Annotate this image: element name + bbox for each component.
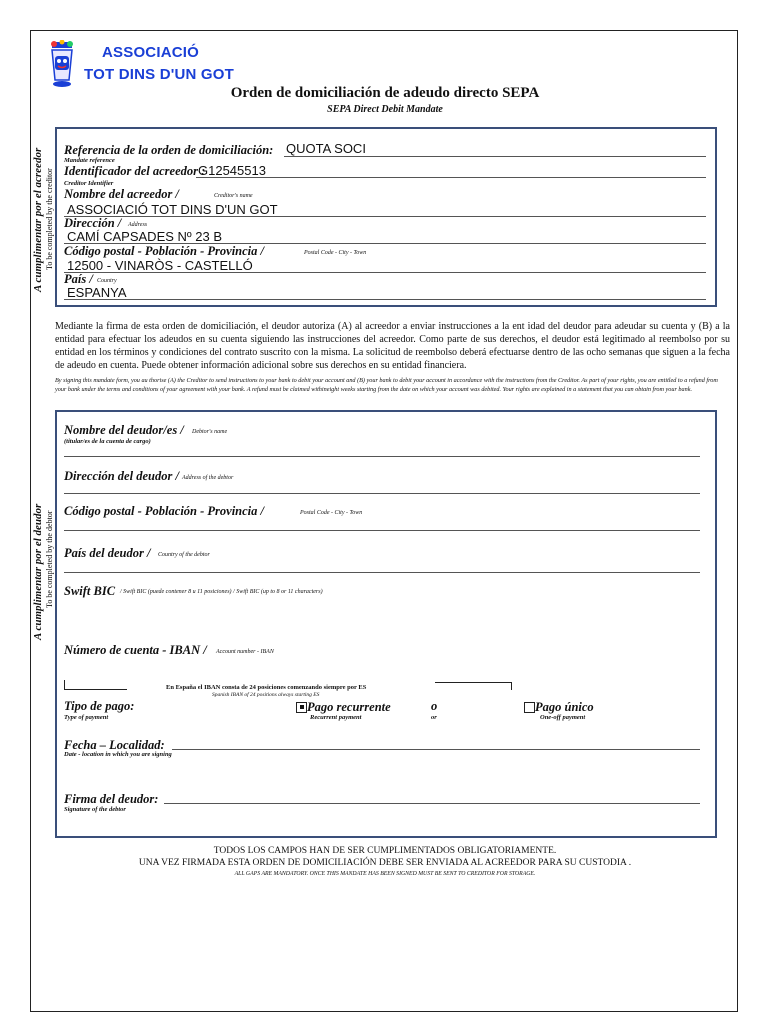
iban-field[interactable] xyxy=(64,680,127,690)
creditor-country-en: Country xyxy=(97,278,117,284)
creditor-postal-label: Código postal - Población - Provincia / xyxy=(64,244,264,258)
creditor-name-value[interactable]: ASSOCIACIÓ TOT DINS D'UN GOT xyxy=(67,202,278,217)
swift-bic-label: Swift BIC xyxy=(64,584,116,598)
or-en: or xyxy=(431,714,437,721)
creditor-name-en: Creditor's name xyxy=(214,193,253,199)
debtor-country-label: País del deudor / xyxy=(64,546,151,560)
payment-type-en: Type of payment xyxy=(64,714,109,721)
creditor-side-label: A cumplimentar por el acreedor xyxy=(32,147,44,292)
signature-en: Signature of the debtor xyxy=(64,806,126,813)
debtor-country-field[interactable] xyxy=(64,572,700,573)
recurrent-checkbox[interactable] xyxy=(296,702,307,713)
debtor-name-field[interactable] xyxy=(64,456,700,457)
creditor-country-value[interactable]: ESPANYA xyxy=(67,285,127,300)
debtor-postal-field[interactable] xyxy=(64,530,700,531)
or-text: o xyxy=(431,699,438,713)
debtor-side-label-en: To be completed by the debtor xyxy=(45,510,54,608)
footer-line2: UNA VEZ FIRMADA ESTA ORDEN DE DOMICILIACIÓN DEBE SER ENVIADA AL ACREEDOR PARA SU CUSTODIA . xyxy=(138,858,632,868)
legal-text-es: Mediante la firma de esta orden de domiciliación, el deudor autoriza (A) al acreedor a enviar instrucciones a la ent idad del deudor para adeudar su cuenta y (B) a la entidad para efectuar los adeudos en su cuenta siguiendo las instrucciones del acreedor. Como parte de sus derechos, el deudor está legitimado al reembolso por su entidad en los términos y condiciones del contrato suscrito con la misma. La solicitud de reembolso deberá efectuarse dentro de las ocho semanas que siguen a la fecha de adeudo en cuenta. Puede obtener información adicional sobre sus derechos en su entidad financiera. xyxy=(55,321,730,371)
creditor-country-label: País / xyxy=(64,272,93,286)
debtor-name-label: Nombre del deudor/es / xyxy=(64,423,184,437)
oneoff-label: Pago único xyxy=(535,700,594,714)
creditor-postal-value[interactable]: 12500 - VINARÒS - CASTELLÓ xyxy=(67,258,253,273)
debtor-name-en: Debtor's name xyxy=(192,429,228,435)
creditor-name-label: Nombre del acreedor / xyxy=(64,187,179,201)
debtor-postal-en: Postal Code - City - Town xyxy=(300,510,363,516)
debtor-country-en: Country of the debtor xyxy=(158,552,210,558)
debtor-postal-label: Código postal - Población - Provincia / xyxy=(64,504,264,518)
legal-text-en: By signing this mandate form, you au thorise (A) the Creditor to send instructions to your bank to debit your account and (B) your bank to debit your account in accordance with the instructions from the Creditor. As part of your rights, you are entitled to a refund from your bank under the terms and conditions of your agreement with your bank. A refund must be claimed withineight weeks starting from the date on which your account was debited. Your rights are explained in a statement that you can obtain from your bank. xyxy=(55,377,718,393)
creditor-side-label-en: To be completed by the creditor xyxy=(45,168,54,270)
signature-label: Firma del deudor: xyxy=(64,792,159,806)
signature-field[interactable] xyxy=(164,803,700,804)
debtor-side-label: A cumplimentar por el deudor xyxy=(32,503,44,640)
mandate-reference-value[interactable]: QUOTA SOCI xyxy=(286,141,366,156)
mandate-reference-label: Referencia de la orden de domiciliación: xyxy=(64,143,274,157)
iban-en: Account number - IBAN xyxy=(216,649,274,655)
page-title: Orden de domiciliación de adeudo directo SEPA xyxy=(230,85,540,101)
recurrent-label: Pago recurrente xyxy=(307,700,391,714)
creditor-id-value[interactable]: G12545513 xyxy=(198,163,266,178)
mandate-reference-en: Mandate reference xyxy=(64,157,115,164)
creditor-address-label: Dirección / xyxy=(64,216,122,230)
creditor-address-en: Address xyxy=(128,222,148,228)
debtor-address-en: Address of the debtor xyxy=(182,475,234,481)
oneoff-en: One-off payment xyxy=(540,714,586,721)
date-location-label: Fecha – Localidad: xyxy=(64,738,165,752)
date-location-en: Date - location in which you are signing xyxy=(64,751,172,758)
iban-label: Número de cuenta - IBAN / xyxy=(64,643,207,657)
creditor-id-label: Identificador del acreedor : xyxy=(64,164,206,178)
footer-line3: ALL GAPS ARE MANDATORY. ONCE THIS MANDATE HAS BEEN SIGNED MUST BE SENT TO CREDITOR FOR STORAGE. xyxy=(234,871,536,877)
debtor-address-field[interactable] xyxy=(64,493,700,494)
debtor-address-label: Dirección del deudor / xyxy=(64,469,179,483)
creditor-postal-en: Postal Code - City - Town xyxy=(304,250,367,256)
swift-bic-en: / Swift BIC (puede contener 8 u 11 posiciones) / Swift BIC (up to 8 or 11 characters) xyxy=(120,589,323,595)
footer-line1: TODOS LOS CAMPOS HAN DE SER CUMPLIMENTADOS OBLIGATORIAMENTE. xyxy=(213,846,557,856)
oneoff-checkbox[interactable] xyxy=(524,702,535,713)
payment-type-label: Tipo de pago: xyxy=(64,699,135,713)
creditor-id-en: Creditor Identifier xyxy=(64,180,114,187)
date-location-field[interactable] xyxy=(172,749,700,750)
iban-note-en: Spanish IBAN of 24 positions always starting ES xyxy=(212,692,320,698)
org-name-line1: ASSOCIACIÓ xyxy=(102,44,200,61)
iban-note-es: En España el IBAN consta de 24 posiciones comenzando siempre por ES xyxy=(166,684,367,691)
org-name-line2: TOT DINS D'UN GOT xyxy=(84,66,235,83)
recurrent-en: Recurrent payment xyxy=(310,714,362,721)
debtor-name-note: (titular/es de la cuenta de cargo) xyxy=(64,438,151,445)
association-logo-icon xyxy=(46,40,78,88)
creditor-address-value[interactable]: CAMÍ CAPSADES Nº 23 B xyxy=(67,229,223,244)
page-subtitle: SEPA Direct Debit Mandate xyxy=(327,104,443,115)
